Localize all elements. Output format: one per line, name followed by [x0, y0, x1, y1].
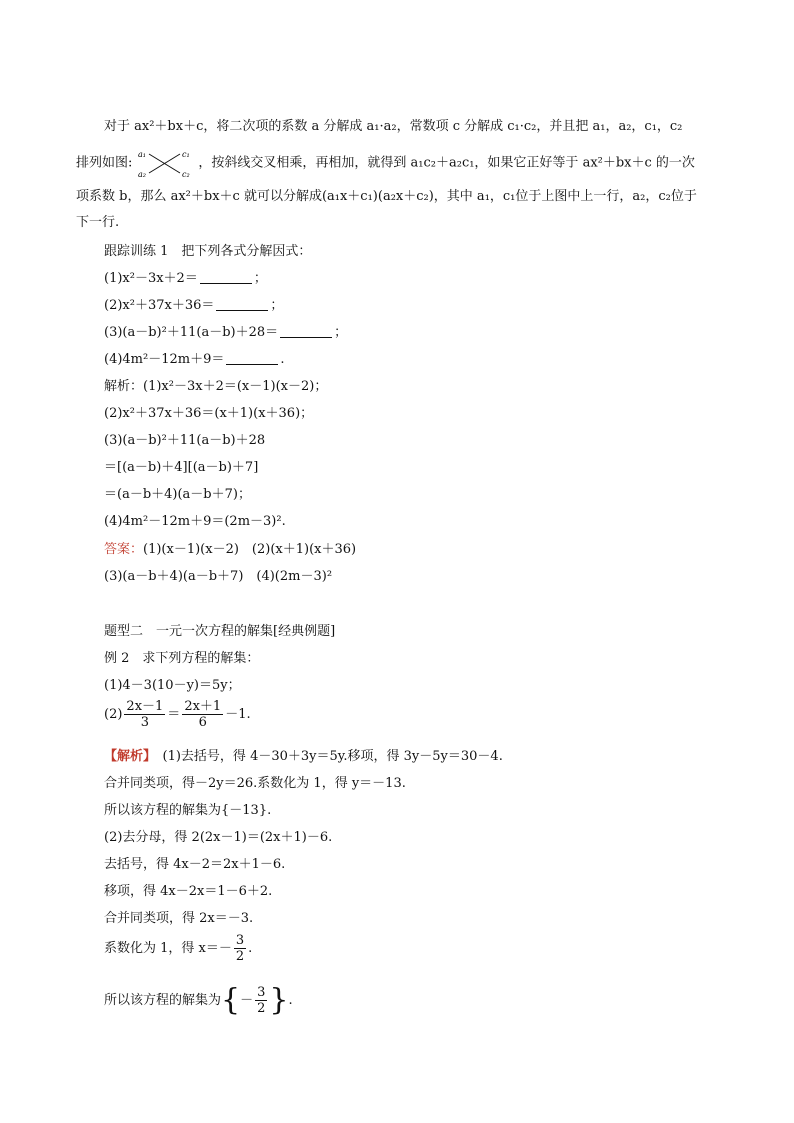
- frac4-denominator: 2: [257, 1001, 266, 1016]
- solution-line-2: (2)x²＋37x＋36＝(x＋1)(x＋36)；: [104, 406, 314, 421]
- intro-line-2-post: ，按斜线交叉相乘，再相加，就得到 a₁c₂＋a₂c₁，如果它正好等于 ax²＋bx＋c 的一次: [198, 155, 695, 171]
- exercise-title: 跟踪训练 1 把下列各式分解因式：: [104, 244, 312, 259]
- exercise-q1: [104, 270, 267, 288]
- l9-pre: 所以该方程的解集为: [104, 993, 222, 1008]
- diagram-c1: c₁: [182, 150, 191, 159]
- q1-blank: [200, 271, 252, 284]
- solution-line-6: (4)4m²－12m＋9＝(2m－3)².: [104, 514, 286, 529]
- answer-1: (1)(x－1)(x－2) (2)(x＋1)(x＋36): [143, 542, 357, 557]
- q3-sep: ；: [334, 325, 348, 340]
- answer-line-1: [104, 541, 356, 559]
- q1-text: (1)x²－3x＋2＝: [104, 271, 198, 286]
- eq2-pre: (2): [104, 707, 123, 722]
- solution-line-4: ＝[(a－b)＋4][(a－b)＋7]: [104, 460, 259, 475]
- example-title: 例 2 求下列方程的解集：: [104, 651, 260, 666]
- intro-line-2: [76, 146, 695, 180]
- diagram-a1: a₁: [138, 150, 147, 159]
- q1-sep: ；: [253, 271, 267, 286]
- q3-blank: [280, 325, 332, 338]
- frac4-numerator: 3: [257, 985, 266, 1000]
- frac2-denominator: 6: [198, 715, 207, 730]
- frac3-denominator: 2: [235, 949, 245, 964]
- analysis-line-1: [104, 748, 503, 766]
- solution-line-1: [104, 378, 327, 396]
- analysis-line-9: [104, 982, 293, 1018]
- intro-line-3: 项系数 b，那么 ax²＋bx＋c 就可以分解成(a₁x＋c₁)(a₂x＋c₂)，其中 a₁，c₁位于上图中上一行，a₂，c₂位于: [76, 189, 697, 204]
- frac1-denominator: 3: [140, 715, 149, 730]
- analysis-line-2: 合并同类项，得－2y＝26.系数化为 1，得 y＝－13.: [104, 776, 406, 791]
- q4-text: (4)4m²－12m＋9＝: [104, 352, 225, 367]
- solution-line-5: ＝(a－b＋4)(a－b＋7)；: [104, 487, 251, 502]
- solution-line-3: (3)(a－b)²＋11(a－b)＋28: [104, 433, 266, 448]
- analysis-line-6: 移项，得 4x－2x＝1－6＋2.: [104, 884, 273, 899]
- q2-text: (2)x²＋37x＋36＝: [104, 298, 215, 313]
- l9-post: .: [288, 993, 293, 1008]
- exercise-q2: [104, 297, 283, 315]
- solution-s1: (1)x²－3x＋2＝(x－1)(x－2)；: [143, 379, 328, 394]
- eq2-fraction-left: [124, 699, 165, 730]
- q2-blank: [216, 298, 268, 311]
- analysis-line-3: 所以该方程的解集为{－13}.: [104, 803, 272, 818]
- analysis-l1: (1)去括号，得 4－30＋3y＝5y.移项，得 3y－5y＝30－4.: [149, 749, 503, 764]
- diagram-c2: c₂: [182, 170, 191, 179]
- example-eq-2: [104, 699, 251, 730]
- analysis-line-5: 去括号，得 4x－2＝2x＋1－6.: [104, 857, 286, 872]
- answer-label: 答案：: [104, 542, 144, 557]
- set-minus: －: [240, 993, 254, 1008]
- q3-text: (3)(a－b)²＋11(a－b)＋28＝: [104, 325, 279, 340]
- frac2-numerator: 2x＋1: [184, 699, 222, 714]
- analysis-line-4: (2)去分母，得 2(2x－1)＝(2x＋1)－6.: [104, 830, 333, 845]
- cross-multiplication-diagram: [136, 146, 194, 180]
- exercise-q3: [104, 324, 347, 342]
- eq2-fraction-right: [182, 699, 223, 730]
- l9-fraction: [255, 985, 267, 1016]
- example-eq-1: (1)4－3(10－y)＝5y；: [104, 678, 241, 693]
- intro-line-2-pre: 排列如图:: [76, 155, 133, 171]
- eq2-equals: ＝: [167, 707, 181, 722]
- set-brace-open: {: [221, 982, 241, 1018]
- exercise-q4: [104, 351, 285, 369]
- frac1-numerator: 2x－1: [126, 699, 164, 714]
- analysis-line-7: 合并同类项，得 2x＝－3.: [104, 911, 254, 926]
- intro-line-1: 对于 ax²＋bx＋c，将二次项的系数 a 分解成 a₁·a₂，常数项 c 分解成 c₁·c₂，并且把 a₁，a₂，c₁，c₂: [104, 119, 683, 134]
- l8-fraction: [234, 933, 246, 964]
- solution-label: 解析：: [104, 379, 144, 394]
- diagram-a2: a₂: [138, 170, 147, 179]
- analysis-line-8: [104, 933, 252, 964]
- answer-line-2: (3)(a－b＋4)(a－b＋7) (4)(2m－3)²: [104, 569, 333, 584]
- section2-title: 题型二 一元一次方程的解集[经典例题]: [104, 624, 336, 639]
- frac3-numerator: 3: [235, 933, 245, 948]
- q4-end: .: [280, 352, 285, 367]
- set-brace-close: }: [269, 982, 289, 1018]
- intro-line-4: 下一行.: [76, 215, 120, 230]
- q4-blank: [226, 352, 278, 365]
- l8-pre: 系数化为 1，得 x＝－: [104, 941, 232, 956]
- analysis-label: 【解析】: [104, 749, 150, 764]
- eq2-post: －1.: [225, 707, 251, 722]
- l8-post: .: [248, 941, 253, 956]
- q2-sep: ；: [270, 298, 284, 313]
